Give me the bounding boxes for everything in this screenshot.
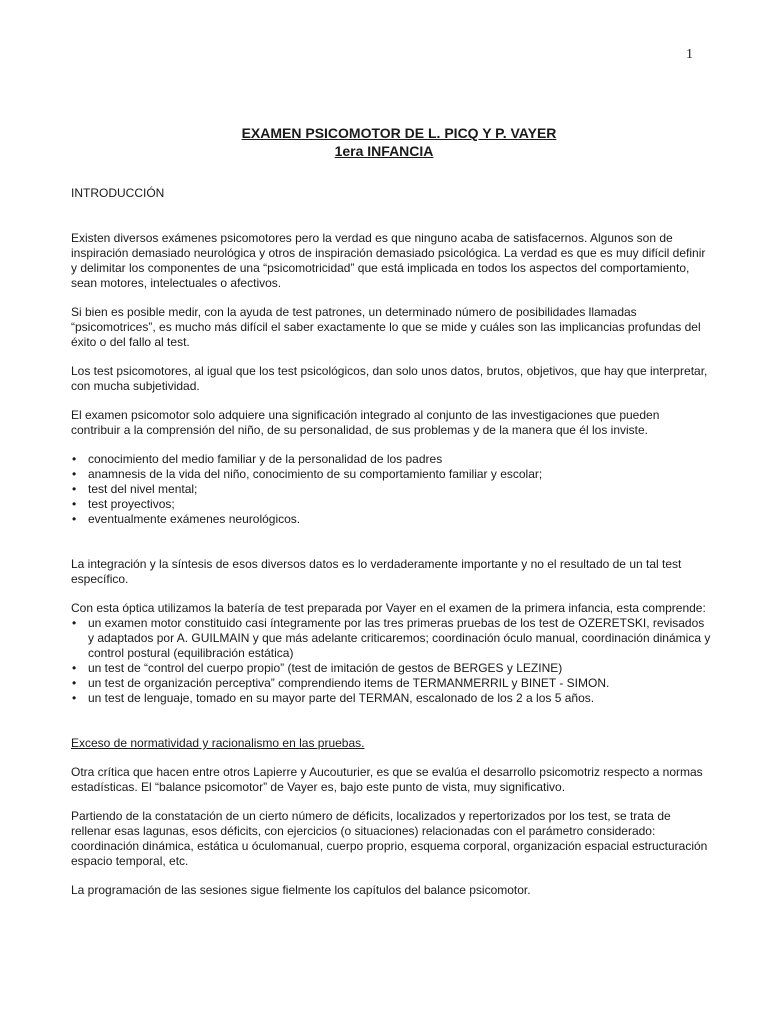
paragraph: Con esta óptica utilizamos la batería de test preparada por Vayer en el examen de la primera infancia, esta comprende: bbox=[71, 601, 706, 615]
section-heading-exceso-normatividad: Exceso de normatividad y racionalismo en las pruebas. bbox=[71, 736, 365, 750]
list-item-text: test del nivel mental; bbox=[88, 482, 198, 496]
list-item bbox=[71, 452, 711, 467]
list-item bbox=[71, 497, 711, 512]
list-item bbox=[71, 482, 711, 497]
document-title: EXAMEN PSICOMOTOR DE L. PICQ Y P. VAYER bbox=[241, 125, 557, 141]
list-item-text: un test de “control del cuerpo propio” (test de imitación de gestos de BERGES y LEZINE) bbox=[88, 661, 563, 675]
paragraph: Partiendo de la constatación de un cierto número de déficits, localizados y repertorizados por los test, se trata de rellenar esas lagunas, esos déficits, con ejercicios (o situaciones) relacionadas con el parámetro considerado: coordinación dinámica, estática u óculomanual, cuerpo proprio, esquema corporal, organización espacial estructuración espacio temporal, etc. bbox=[71, 809, 708, 868]
document-body bbox=[71, 186, 711, 898]
list-item-text: un examen motor constituido casi íntegramente por las tres primeras pruebas de los test de OZERETSKI, revisados y adaptados por A. GUILMAIN y que más adelante criticaremos; coordinación óculo manual, coordinación dinámica y control postural (equilibración estática) bbox=[88, 616, 711, 660]
list-item-text: test proyectivos; bbox=[88, 497, 175, 511]
bullet-icon: • bbox=[72, 616, 77, 630]
paragraph: La programación de las sesiones sigue fielmente los capítulos del balance psicomotor. bbox=[71, 883, 531, 897]
bullet-list-investigaciones bbox=[71, 452, 711, 527]
paragraph: La integración y la síntesis de esos diversos datos es lo verdaderamente importante y no el resultado de un tal test específico. bbox=[71, 557, 682, 586]
list-item-text: un test de organización perceptiva” comprendiendo items de TERMANMERRIL y BINET - SIMON. bbox=[88, 676, 610, 690]
list-item-text: conocimiento del medio familiar y de la personalidad de los padres bbox=[88, 452, 443, 466]
paragraph: Los test psicomotores, al igual que los test psicológicos, dan solo unos datos, brutos, objetivos, que hay que interpretar, con mucha subjetividad. bbox=[71, 364, 708, 393]
bullet-icon: • bbox=[72, 691, 77, 705]
list-item-text: un test de lenguaje, tomado en su mayor parte del TERMAN, escalonado de los 2 a los 5 años. bbox=[88, 691, 595, 705]
list-item-text: anamnesis de la vida del niño, conocimiento de su comportamiento familiar y escolar; bbox=[88, 467, 543, 481]
list-item bbox=[71, 661, 711, 676]
list-item bbox=[71, 616, 711, 661]
bullet-list-bateria bbox=[71, 616, 711, 706]
paragraph: El examen psicomotor solo adquiere una significación integrado al conjunto de las investigaciones que pueden contribuir a la comprensión del niño, de su personalidad, de sus problemas y de la manera que él los inviste. bbox=[71, 408, 660, 437]
list-item-text: eventualmente exámenes neurológicos. bbox=[88, 512, 301, 526]
bullet-icon: • bbox=[72, 482, 77, 496]
bullet-icon: • bbox=[72, 497, 77, 511]
bullet-icon: • bbox=[72, 467, 77, 481]
paragraph: Existen diversos exámenes psicomotores pero la verdad es que ninguno acaba de satisfacernos. Algunos son de inspiración demasiado neurológica y otros de inspiración demasiado psicológica. La verdad es que es muy difícil definir y delimitar los componentes de una “psicomotricidad” que está implicada en todos los aspectos del comportamiento, sean motores, intelectuales o afectivos. bbox=[71, 231, 706, 290]
bullet-icon: • bbox=[72, 512, 77, 526]
list-item bbox=[71, 691, 711, 706]
title-block bbox=[0, 124, 768, 160]
list-item bbox=[71, 676, 711, 691]
paragraph: Si bien es posible medir, con la ayuda de test patrones, un determinado número de posibilidades llamadas “psicomotrices”, es mucho más difícil el saber exactamente lo que se mide y cuáles son las implicancias profundas del éxito o del fallo al test. bbox=[71, 305, 701, 349]
bullet-icon: • bbox=[72, 452, 77, 466]
bullet-icon: • bbox=[72, 661, 77, 675]
document-subtitle: 1era INFANCIA bbox=[334, 143, 434, 159]
bullet-icon: • bbox=[72, 676, 77, 690]
section-heading-introduccion: INTRODUCCIÓN bbox=[71, 186, 165, 200]
page-number: 1 bbox=[686, 47, 693, 62]
list-item bbox=[71, 512, 711, 527]
paragraph: Otra crítica que hacen entre otros Lapierre y Aucouturier, es que se evalúa el desarrollo psicomotriz respecto a normas estadísticas. El “balance psicomotor” de Vayer es, bajo este punto de vista, muy significativo. bbox=[71, 765, 703, 794]
list-item bbox=[71, 467, 711, 482]
